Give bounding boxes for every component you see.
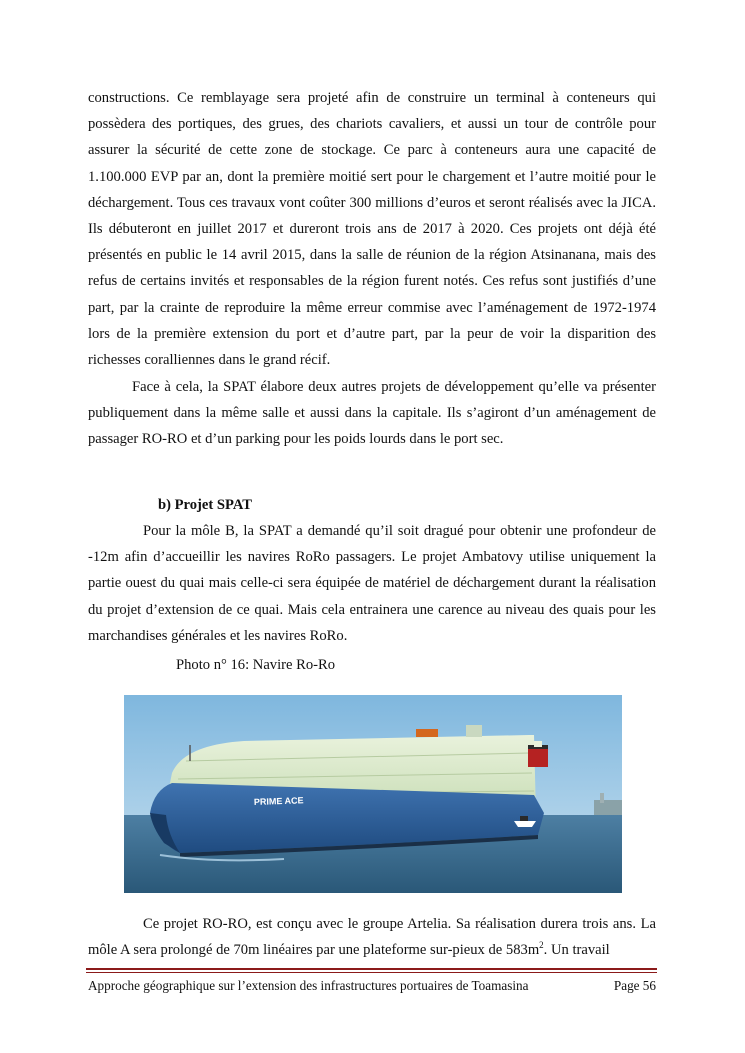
footer-rule-thin bbox=[86, 972, 657, 973]
superscript: 2 bbox=[539, 940, 544, 951]
footer-title: Approche géographique sur l’extension des infrastructures portuaires de Toamasina bbox=[88, 978, 529, 993]
paragraph-part: Ce projet RO-RO, est conçu avec le groupe Artelia. Sa réalisation durera trois ans. La môle A sera prolongé de 70m linéaires par une plateforme sur-pieux de 583m bbox=[88, 916, 656, 959]
paragraph-text bbox=[88, 911, 656, 963]
paragraph-part: . Un travail bbox=[543, 942, 610, 959]
paragraph-remblayage bbox=[88, 85, 656, 373]
paragraph-text: Pour la môle B, la SPAT a demandé qu’il soit dragué pour obtenir une profondeur de -12m afin d’accueillir les navires RoRo passagers. Le projet Ambatovy utilise uniquement la partie ouest du quai mais celle-ci sera équipée de matériel de déchargement durant la réalisation du projet d’extension de ce quai. Mais cela entrainera une carence au niveau des quais pour les marchandises générales et les navires RoRo. bbox=[88, 523, 656, 644]
page-number: Page 56 bbox=[613, 978, 656, 993]
paragraph-mole-b bbox=[88, 518, 656, 649]
ro-ro-ship-photo bbox=[124, 695, 622, 893]
paragraph-text: Face à cela, la SPAT élabore deux autres projets de développement qu’elle va présenter publiquement dans la même salle et aussi dans la capitale. Ils s’agiront d’un aménagement de passager RO-RO et d’un parking pour les poids lourds dans le port sec. bbox=[88, 379, 656, 448]
paragraph-text: constructions. Ce remblayage sera projeté afin de construire un terminal à conteneurs qui possèdera des portiques, des grues, des chariots cavaliers, et aussi un tour de contrôle pour assurer la sécurité de cette zone de stockage. Ce parc à conteneurs aura une capacité de 1.100.000 EVP par an, dont la première moitié sert pour le chargement et l’autre moitié pour le déchargement. Tous ces travaux vont coûter 300 millions d’euros et seront réalisés avec la JICA. Ils débuteront en juillet 2017 et dureront trois ans de 2017 à 2020. Ces projets ont déjà été présentés en public le 14 avril 2015, dans la salle de réunion de la région Atsinanana, mais des refus de certains invités et responsables de la région furent notés. Ces refus sont justifiés d’une part, par la crainte de reproduire la même erreur commise avec l’aménagement de 1972-1974 lors de la première extension du port et d’autre part, par la peur de voir la disparition des richesses coralliennes dans le grand récif. bbox=[88, 90, 656, 369]
paragraph-spat-projects bbox=[88, 374, 656, 453]
ship-name-text: PRIME ACE bbox=[253, 795, 304, 807]
footer-rule bbox=[86, 968, 657, 970]
paragraph-ro-ro-project bbox=[88, 911, 656, 963]
section-heading: b) Projet SPAT bbox=[158, 497, 253, 513]
photo-caption: Photo n° 16: Navire Ro-Ro bbox=[176, 657, 336, 673]
